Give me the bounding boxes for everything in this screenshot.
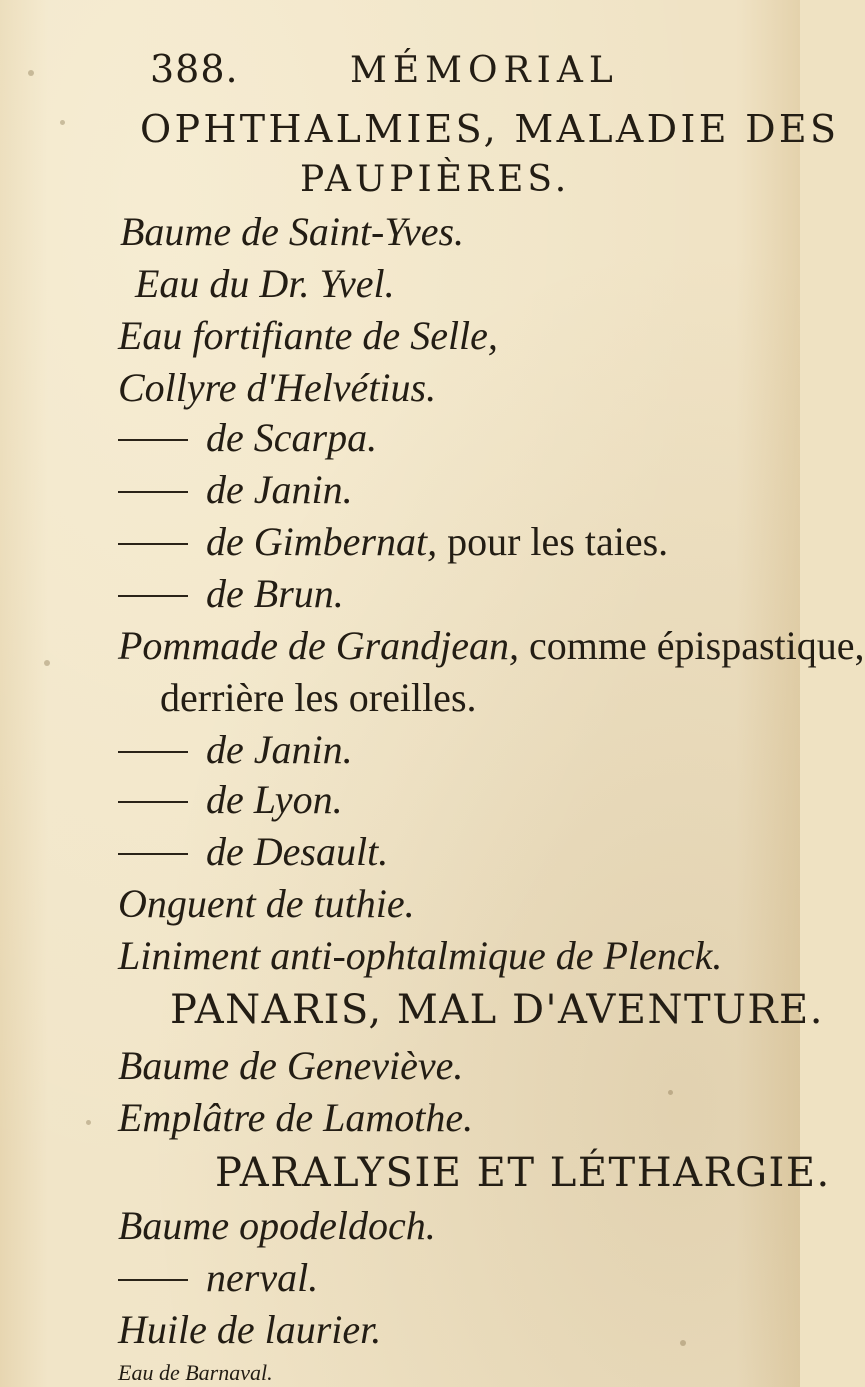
paper-speck: [668, 1090, 673, 1095]
paper-speck: [86, 1120, 91, 1125]
ditto-dash: [118, 853, 188, 855]
entry: Eau fortifiante de Selle,: [118, 313, 498, 358]
running-title: MÉMORIAL: [350, 50, 619, 91]
entry: Onguent de tuthie.: [118, 881, 415, 926]
entry: Collyre d'Helvétius.: [118, 365, 437, 410]
ditto-dash: [118, 543, 188, 545]
entry: Emplâtre de Lamothe.: [118, 1095, 474, 1140]
entry: de Scarpa.: [118, 418, 377, 458]
page-number: 388.: [150, 47, 239, 91]
entry: nerval.: [118, 1258, 318, 1298]
paper-speck: [60, 120, 65, 125]
section-heading-panaris: PANARIS, MAL D'AVENTURE.: [170, 987, 824, 1033]
entry: de Gimbernat, pour les taies.: [118, 522, 668, 562]
ditto-dash: [118, 751, 188, 753]
entry: Baume de Geneviève.: [118, 1043, 464, 1088]
entry: Eau du Dr. Yvel.: [135, 261, 395, 306]
paper-speck: [44, 660, 50, 666]
entry: Eau de Barnaval.: [118, 1360, 273, 1385]
entry: de Janin.: [118, 470, 353, 510]
section-heading-ophthalmies: OPHTHALMIES, MALADIE DES: [140, 107, 840, 151]
entry-continuation: derrière les oreilles.: [160, 675, 477, 720]
entry: de Desault.: [118, 832, 388, 872]
entry: Huile de laurier.: [118, 1307, 382, 1352]
ditto-dash: [118, 595, 188, 597]
entry: de Janin.: [118, 730, 353, 770]
entry: Pommade de Grandjean, comme épispastique,: [118, 623, 865, 668]
ditto-dash: [118, 439, 188, 441]
entry: Liniment anti-ophtalmique de Plenck.: [118, 933, 723, 978]
running-header: [150, 47, 619, 91]
entry: de Lyon.: [118, 780, 343, 820]
section-heading-ophthalmies-cont: PAUPIÈRES.: [300, 159, 571, 200]
ditto-dash: [118, 801, 188, 803]
entry: Baume de Saint-Yves.: [120, 209, 465, 254]
paper-speck: [28, 70, 34, 76]
section-heading-paralysie: PARALYSIE ET LÉTHARGIE.: [215, 1150, 831, 1196]
paper-speck: [680, 1340, 686, 1346]
ditto-dash: [118, 491, 188, 493]
ditto-dash: [118, 1279, 188, 1281]
entry: Baume opodeldoch.: [118, 1203, 436, 1248]
entry: de Brun.: [118, 574, 344, 614]
